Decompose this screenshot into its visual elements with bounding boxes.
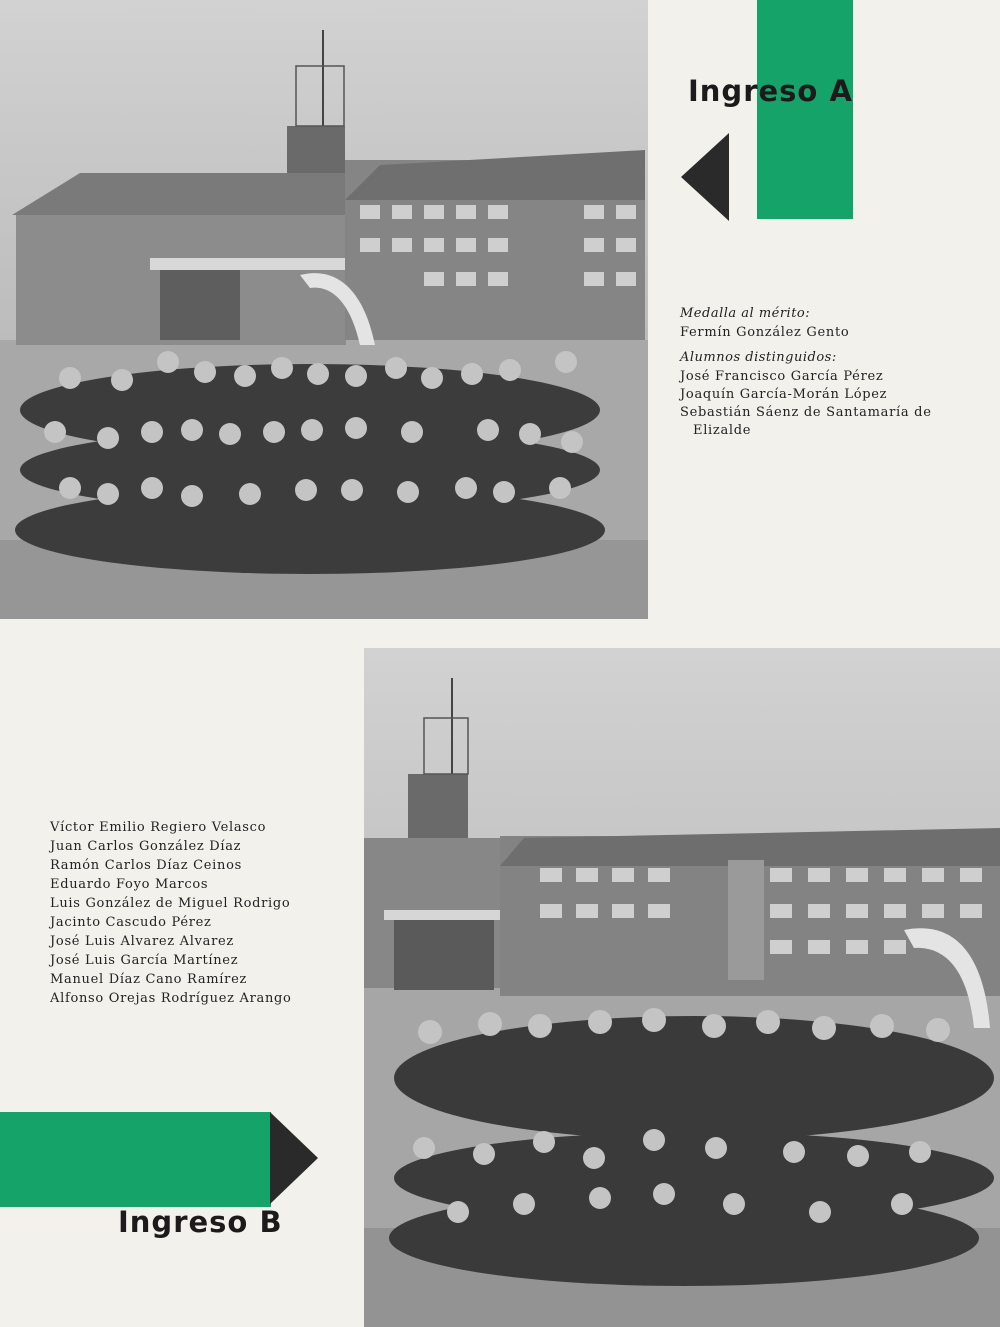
list-item: Jacinto Cascudo Pérez [50, 915, 212, 930]
class-photo-a [0, 0, 648, 619]
distinguished-name: Elizalde [693, 423, 752, 438]
list-item: José Luis Alvarez Alvarez [50, 934, 234, 949]
list-item: José Luis García Martínez [50, 953, 239, 968]
list-item: Ramón Carlos Díaz Ceinos [50, 858, 242, 873]
list-item: Manuel Díaz Cano Ramírez [50, 972, 248, 987]
section-a-green-bar [757, 0, 853, 219]
medal-name: Fermín González Gento [680, 325, 850, 340]
list-item: Luis González de Miguel Rodrigo [50, 896, 291, 911]
list-item: Juan Carlos González Díaz [50, 839, 242, 854]
section-a-arrow-icon [681, 133, 729, 221]
class-photo-b [364, 648, 1000, 1327]
medal-label: Medalla al mérito: [680, 306, 811, 321]
list-item: Alfonso Orejas Rodríguez Arango [50, 991, 292, 1006]
list-item: Víctor Emilio Regiero Velasco [50, 820, 267, 835]
distinguished-name: José Francisco García Pérez [680, 369, 884, 384]
section-a-awards [680, 306, 955, 441]
distinguished-name: Joaquín García-Morán López [680, 387, 888, 402]
section-a-heading: Ingreso A [688, 74, 853, 108]
section-b-heading: Ingreso B [118, 1205, 283, 1239]
distinguished-name: Sebastián Sáenz de Santamaría de [680, 405, 932, 420]
list-item: Eduardo Foyo Marcos [50, 877, 209, 892]
section-b-green-bar [0, 1112, 271, 1207]
section-b-name-list [50, 818, 350, 1008]
distinguished-label: Alumnos distinguidos: [680, 350, 837, 365]
section-b-arrow-icon [270, 1112, 318, 1204]
